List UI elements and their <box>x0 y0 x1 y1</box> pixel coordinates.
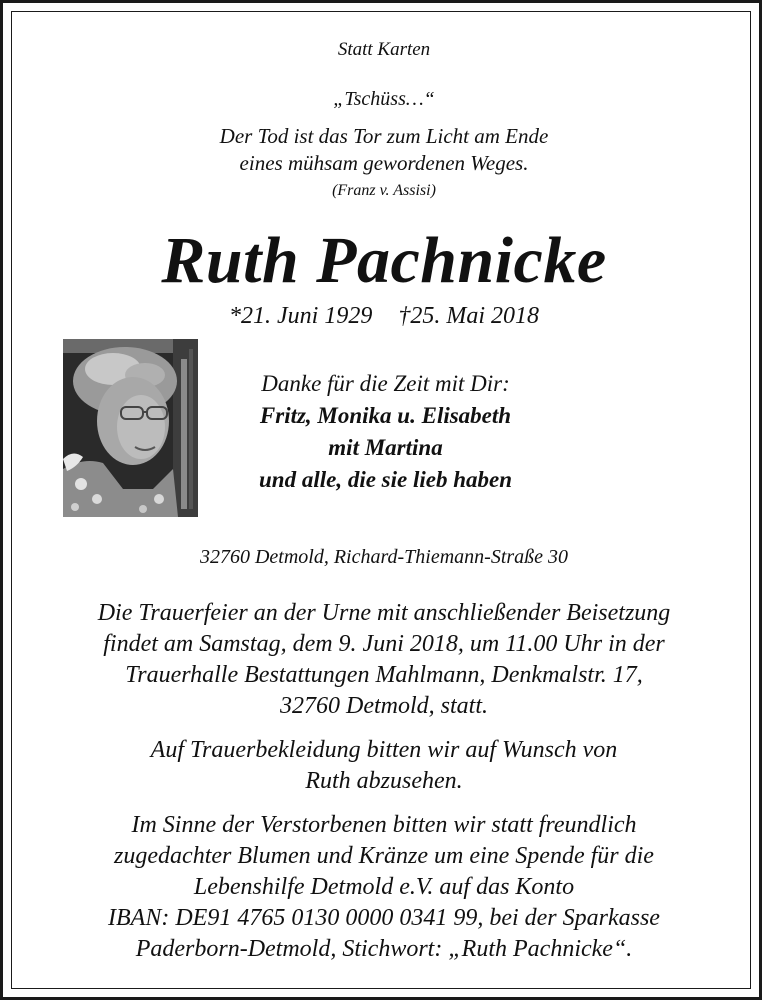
family-line: und alle, die sie lieb haben <box>259 467 512 492</box>
address: 32760 Detmold, Richard-Thiemann-Straße 30 <box>199 546 569 568</box>
funeral-line: Die Trauerfeier an der Urne mit anschließender Beisetzung <box>97 600 671 626</box>
header-statt-karten: Statt Karten <box>337 39 431 60</box>
birth-date: *21. Juni 1929 <box>229 303 373 329</box>
donation-line: Paderborn-Detmold, Stichwort: „Ruth Pachnicke“. <box>135 936 633 962</box>
family-line: Fritz, Monika u. Elisabeth <box>259 403 512 428</box>
funeral-line: 32760 Detmold, statt. <box>280 693 488 719</box>
quote-line: Der Tod ist das Tor zum Licht am Ende <box>219 124 549 148</box>
thanks-intro: Danke für die Zeit mit Dir: <box>261 371 510 396</box>
portrait-photo <box>63 339 198 517</box>
quote-author: (Franz v. Assisi) <box>332 182 436 199</box>
donation-line: Lebenshilfe Detmold e.V. auf das Konto <box>193 874 575 900</box>
portrait-image <box>63 339 198 517</box>
life-dates <box>3 303 762 330</box>
funeral-line: findet am Samstag, dem 9. Juni 2018, um 11.00 Uhr in der <box>103 631 665 657</box>
death-date: †25. Mai 2018 <box>398 303 539 329</box>
donation-line: IBAN: DE91 4765 0130 0000 0341 99, bei der Sparkasse <box>108 905 660 931</box>
donation-line: zugedachter Blumen und Kränze um eine Spende für die <box>114 843 654 869</box>
deceased-name: Ruth Pachnicke <box>161 224 607 297</box>
clothing-line: Ruth abzusehen. <box>305 768 463 794</box>
quote-title: „Tschüss…“ <box>333 88 435 110</box>
quote-line: eines mühsam gewordenen Weges. <box>239 151 529 175</box>
clothing-line: Auf Trauerbekleidung bitten wir auf Wunsch von <box>150 737 618 763</box>
funeral-line: Trauerhalle Bestattungen Mahlmann, Denkmalstr. 17, <box>125 662 643 688</box>
donation-line: Im Sinne der Verstorbenen bitten wir statt freundlich <box>131 812 637 838</box>
family-line: mit Martina <box>328 435 443 460</box>
